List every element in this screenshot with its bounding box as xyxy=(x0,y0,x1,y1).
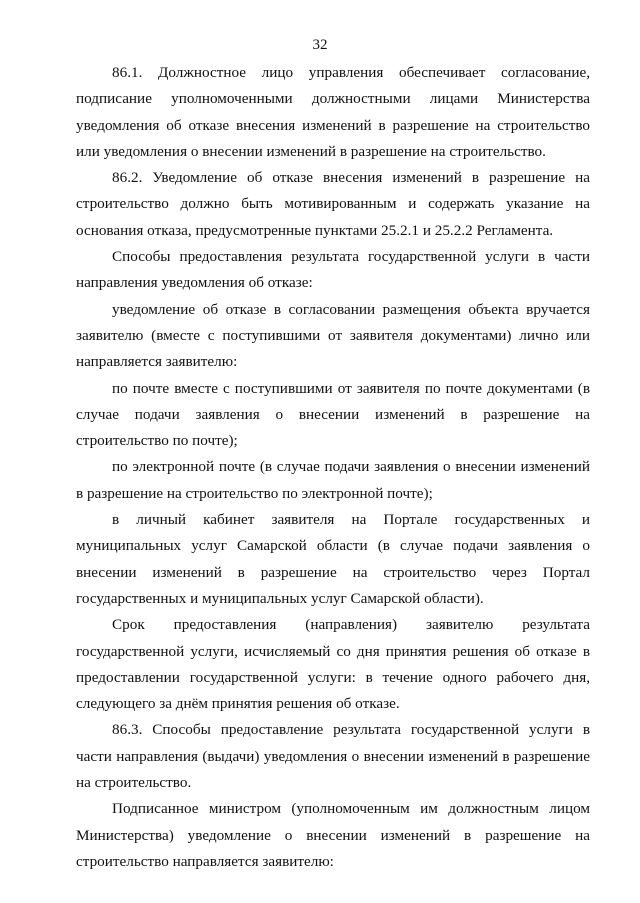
page-number: 32 xyxy=(312,37,328,53)
paragraph-refusal-handover: уведомление об отказе в согласовании размещения объекта вручается заявителю (вместе с поступившими от заявителя документами) лично или направляется заявителю: xyxy=(76,300,590,371)
paragraph-by-mail: по почте вместе с поступившими от заявителя по почте документами (в случае подачи заявления о внесении изменений в разрешение на строительство по почте); xyxy=(76,379,590,450)
paragraph-delivery-methods-refusal: Способы предоставления результата государственной услуги в части направления уведомления об отказе: xyxy=(76,248,590,292)
paragraph-86-2: 86.2. Уведомление об отказе внесения изменений в разрешение на строительство должно быть мотивированным и содержать указание на основания отказа, предусмотренные пунктами 25.2.1 и 25.2.2 Регламента. xyxy=(76,169,590,239)
paragraph-signed-notice: Подписанное министром (уполномоченным им должностным лицом Министерства) уведомление о внесении изменений в разрешение на строительство направляется заявителю: xyxy=(76,800,590,870)
paragraph-by-email: по электронной почте (в случае подачи заявления о внесении изменений в разрешение на строительство по электронной почте); xyxy=(76,458,590,502)
document-body xyxy=(76,60,590,875)
paragraph-delivery-deadline: Срок предоставления (направления) заявителю результата государственной услуги, исчисляемый со дня принятия решения об отказе в предоставлении государственной услуги: в течение одного рабочего дня, следующего за днём принятия решения об отказе. xyxy=(76,616,590,713)
paragraph-86-1: 86.1. Должностное лицо управления обеспечивает согласование, подписание уполномоченными должностными лицами Министерства уведомления об отказе внесения изменений в разрешение на строительство или уведомления о внесении изменений в разрешение на строительство. xyxy=(76,64,590,160)
paragraph-by-portal: в личный кабинет заявителя на Портале государственных и муниципальных услуг Самарской области (в случае подачи заявления о внесении изменений в разрешение на строительство через Портал государственных и муниципальных услуг Самарской области). xyxy=(76,511,590,607)
paragraph-86-3: 86.3. Способы предоставление результата государственной услуги в части направления (выдачи) уведомления о внесении изменений в разрешение на строительство. xyxy=(76,721,590,792)
